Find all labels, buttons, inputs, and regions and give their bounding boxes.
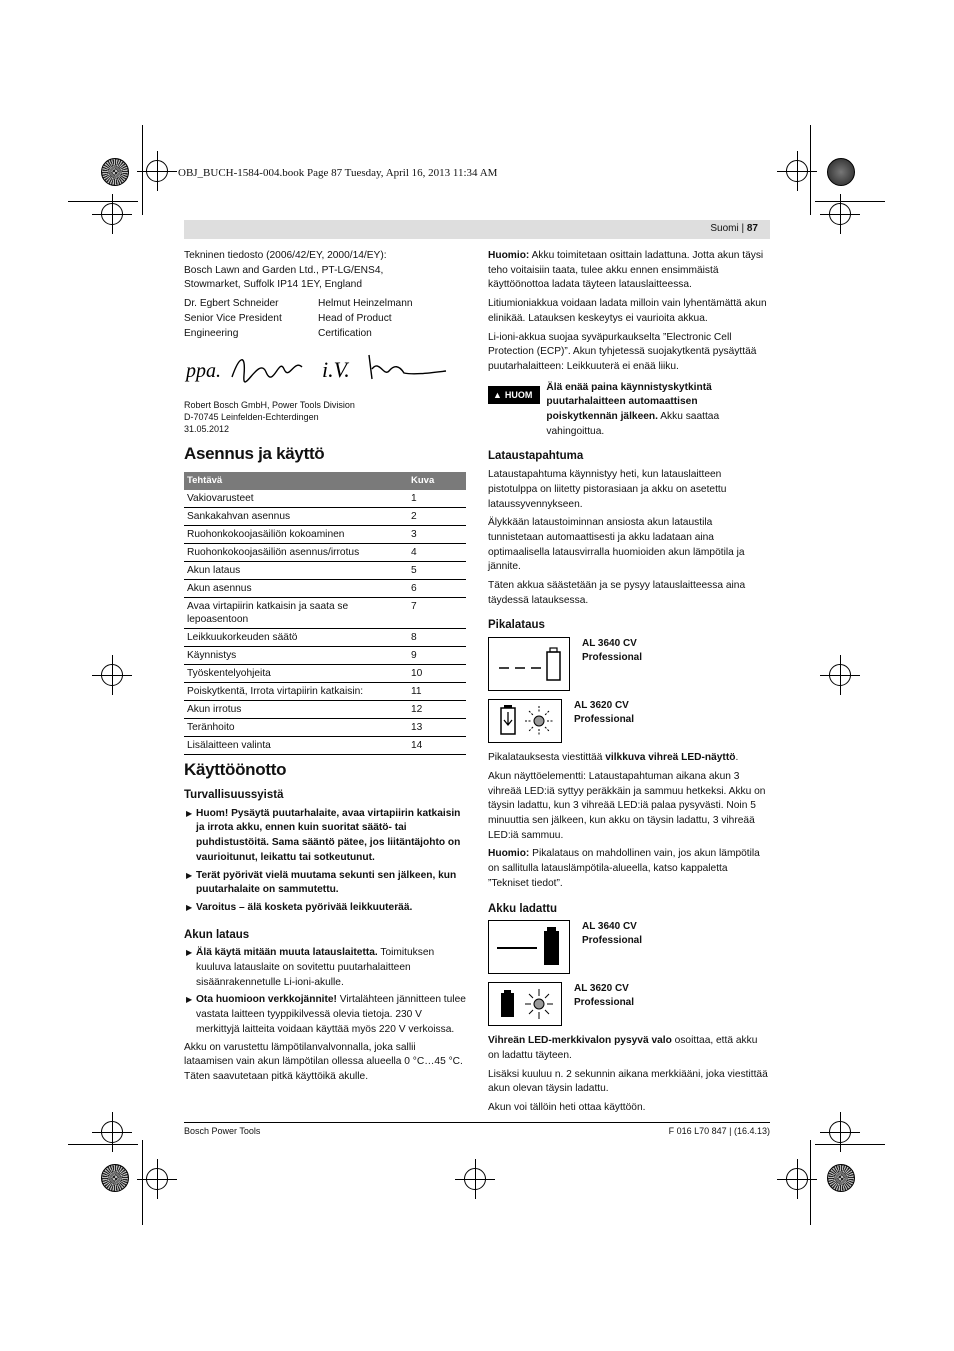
task-cell: Poiskytkentä, Irrota virtapiirin katkaisin: bbox=[184, 683, 408, 701]
registration-mark bbox=[101, 203, 123, 225]
heading-process: Lataustapahtuma bbox=[488, 450, 584, 463]
charger-indicator bbox=[488, 699, 770, 743]
charger-model: AL 3640 CV Professional bbox=[582, 638, 643, 664]
crop-mark bbox=[68, 201, 138, 202]
task-cell: Ruohonkokoojasäiliön kokoaminen bbox=[184, 526, 408, 544]
registration-mark bbox=[829, 664, 851, 686]
page-number: 87 bbox=[746, 223, 758, 234]
footer-right: F 016 L70 847 | (16.4.13) bbox=[668, 1126, 770, 1136]
charge-item: ▶ Älä käytä mitään muuta latauslaitetta. Toimituksen kuuluva latauslaite on sovitettu puutarhalaitteen sisäänrakennetulle Li-ioni-akulle. bbox=[184, 946, 466, 990]
table-row bbox=[184, 544, 466, 562]
header-section: Suomi bbox=[710, 223, 739, 234]
signer-2: Helmut Heinzelmann Head of Product Certification bbox=[318, 298, 413, 339]
task-cell: Lisälaitteen valinta bbox=[184, 737, 408, 755]
heading-fast-charge: Pikalataus bbox=[488, 619, 545, 632]
charger-model: AL 3640 CV Professional bbox=[582, 921, 643, 947]
figure-cell: 14 bbox=[408, 737, 466, 755]
registration-mark bbox=[464, 1168, 486, 1190]
company-info: Robert Bosch GmbH, Power Tools Division D-70745 Leinfelden-Echterdingen 31.05.2012 bbox=[184, 399, 355, 434]
safety-item: ▶ Terät pyörivät vielä muutama sekunti sen jälkeen, kun puutarhalaite on sammutettu. bbox=[184, 869, 466, 898]
charge-item: ▶ Ota huomioon verkkojännite! Virtalähteen jännitteen tulee vastata laitteen tyyppikilvessä olevia tietoja. 230 V merkittyjä laitteita voidaan käyttää myös 220 V verkoissa. bbox=[184, 993, 466, 1037]
heading-charge: Akun lataus bbox=[184, 928, 250, 941]
task-cell: Akun asennus bbox=[184, 580, 408, 598]
charger-indicator bbox=[488, 982, 770, 1026]
heading-safety: Turvallisuussyistä bbox=[184, 789, 284, 802]
left-column bbox=[184, 249, 466, 1089]
right-column bbox=[488, 249, 770, 1120]
note-paragraph: Huomio: Akku toimitetaan osittain ladattuna. Jotta akun täysi teho voitaisiin taata, tulee akku ennen ensimmäistä käyttöönottoa ladata täyteen latauslaitteessa. bbox=[488, 250, 764, 291]
warning-box bbox=[488, 381, 770, 440]
registration-mark bbox=[829, 1121, 851, 1143]
table-row bbox=[184, 598, 466, 629]
task-cell: Leikkuukorkeuden säätö bbox=[184, 629, 408, 647]
page-header-bar bbox=[184, 220, 770, 239]
figure-cell: 11 bbox=[408, 683, 466, 701]
charger-indicator bbox=[488, 920, 770, 974]
registration-mark bbox=[146, 1168, 168, 1190]
charger-model: AL 3620 CV Professional bbox=[574, 983, 635, 1009]
footer-left: Bosch Power Tools bbox=[184, 1126, 261, 1136]
file-info: OBJ_BUCH-1584-004.book Page 87 Tuesday, April 16, 2013 11:34 AM bbox=[178, 167, 498, 179]
warning-badge: ▲ HUOM bbox=[488, 386, 540, 404]
table-row bbox=[184, 562, 466, 580]
crop-mark bbox=[142, 1140, 143, 1225]
task-cell: Ruohonkokoojasäiliön asennus/irrotus bbox=[184, 544, 408, 562]
safety-item: ▶ Varoitus – älä kosketa pyörivää leikkuuterää. bbox=[184, 901, 466, 916]
task-cell: Työskentelyohjeita bbox=[184, 665, 408, 683]
table-row bbox=[184, 580, 466, 598]
safety-item: ▶ Huom! Pysäytä puutarhalaite, avaa virtapiirin katkaisin ja irrota akku, ennen kuin suoritat säätö- tai puhdistustöitä. Sama sääntö pätee, jos liitäntäjohto on vaurioitunut, leikattu tai sotkeutunut. bbox=[184, 807, 466, 866]
paragraph: Vihreän LED-merkkivalon pysyvä valo osoittaa, että akku on ladattu täyteen. bbox=[488, 1035, 758, 1061]
task-cell: Akun irrotus bbox=[184, 701, 408, 719]
table-row bbox=[184, 629, 466, 647]
charger-model: AL 3620 CV Professional bbox=[574, 700, 635, 726]
registration-mark bbox=[786, 1168, 808, 1190]
table-row bbox=[184, 701, 466, 719]
table-row bbox=[184, 526, 466, 544]
charge-paragraph: Akku on varustettu lämpötilanvalvonnalla, joka sallii lataamisen vain akun lämpötilan ollessa alueella 0 °C…45 °C. Täten saavutetaan pitkä käyttöikä akulle. bbox=[184, 1041, 463, 1082]
task-cell: Akun lataus bbox=[184, 562, 408, 580]
paragraph: Täten akkua säästetään ja se pysyy latauslaitteessa aina täydessä latauksessa. bbox=[488, 580, 746, 606]
paragraph: Akun voi tällöin heti ottaa käyttöön. bbox=[488, 1102, 646, 1114]
figure-cell: 8 bbox=[408, 629, 466, 647]
paragraph: Älykkään lataustoiminnan ansiosta akun lataustila tunnistetaan automaattisesti ja akku ladataan aina optimaalisella latausvirralla huomioiden akun lämpötila ja jännite. bbox=[488, 517, 745, 573]
table-row bbox=[184, 719, 466, 737]
task-cell: Avaa virtapiirin katkaisin ja saata se lepoasentoon bbox=[184, 598, 408, 629]
heading-full: Akku ladattu bbox=[488, 902, 558, 915]
table-row bbox=[184, 665, 466, 683]
charging-dashes-icon bbox=[488, 637, 570, 691]
table-row bbox=[184, 683, 466, 701]
paragraph: Akun näyttöelementti: Lataustapahtuman aikana akun 3 vihreää LED:iä syttyy peräkkäin ja sammuu hetkeksi. Akku on täysin ladattu, kun 3 vihreää LED:iä palaa pysyvästi. Noin 5 minuuttia sen jälkeen, kun akku on täysin ladattu, 3 vihreää LED:iä sammuu. bbox=[488, 770, 766, 841]
task-cell: Sankakahvan asennus bbox=[184, 508, 408, 526]
warning-triangle-icon: ▲ bbox=[493, 389, 502, 400]
warning-text: Älä enää paina käynnistyskytkintä puutarhalaitteen automaattisen poiskytkennän jälkeen. Akku saattaa vahingoittua. bbox=[546, 381, 720, 437]
figure-cell: 2 bbox=[408, 508, 466, 526]
page-header: Suomi | 87 bbox=[710, 223, 758, 234]
battery-full-icon bbox=[488, 920, 570, 974]
heading-start: Käyttöönotto bbox=[184, 760, 287, 780]
table-row bbox=[184, 490, 466, 508]
tech-file: Tekninen tiedosto (2006/42/EY, 2000/14/EY): Bosch Lawn and Garden Ltd., PT-LG/ENS4, Stowmarket, Suffolk IP14 1EY, England bbox=[184, 250, 387, 291]
figure-cell: 7 bbox=[408, 598, 466, 629]
charger-indicator bbox=[488, 637, 770, 691]
paragraph: Huomio: Pikalataus on mahdollinen vain, jos akun lämpötila on sallitulla latauslämpötila-alueella, katso kappaletta ”Tekniset tiedot”. bbox=[488, 848, 760, 889]
registration-mark bbox=[101, 1121, 123, 1143]
figure-cell: 1 bbox=[408, 490, 466, 508]
figure-cell: 10 bbox=[408, 665, 466, 683]
footer-rule bbox=[184, 1122, 770, 1123]
registration-rosette bbox=[827, 158, 855, 186]
crop-mark bbox=[142, 125, 143, 215]
task-cell: Vakiovarusteet bbox=[184, 490, 408, 508]
table-row bbox=[184, 508, 466, 526]
paragraph: Lisäksi kuuluu n. 2 sekunnin aikana merkkiääni, joka viestittää akun olevan täysin ladattu. bbox=[488, 1068, 768, 1095]
table-row bbox=[184, 737, 466, 755]
paragraph: Pikalatauksesta viestittää vilkkuva vihreä LED-näyttö. bbox=[488, 752, 739, 764]
task-table bbox=[184, 472, 466, 756]
svg-text:ppa.: ppa. bbox=[186, 360, 221, 383]
figure-cell: 6 bbox=[408, 580, 466, 598]
svg-text:i.V.: i.V. bbox=[322, 357, 350, 383]
table-row bbox=[184, 647, 466, 665]
registration-mark bbox=[786, 160, 808, 182]
figure-cell: 4 bbox=[408, 544, 466, 562]
task-cell: Käynnistys bbox=[184, 647, 408, 665]
registration-mark bbox=[829, 203, 851, 225]
crop-mark bbox=[810, 125, 811, 215]
crop-mark bbox=[815, 1144, 885, 1145]
signer-1: Dr. Egbert Schneider Senior Vice President Engineering bbox=[184, 298, 282, 339]
figure-cell: 5 bbox=[408, 562, 466, 580]
table-header-task: Tehtävä bbox=[184, 472, 408, 491]
registration-rosette bbox=[101, 1164, 129, 1192]
figure-cell: 9 bbox=[408, 647, 466, 665]
heading-install: Asennus ja käyttö bbox=[184, 443, 325, 463]
registration-mark bbox=[101, 664, 123, 686]
paragraph: Lataustapahtuma käynnistyy heti, kun latauslaitteen pistotulppa on liitetty pistorasiaan ja akku on asetettu lataussyvennykseen. bbox=[488, 469, 727, 510]
signers bbox=[184, 297, 466, 341]
figure-cell: 12 bbox=[408, 701, 466, 719]
crop-mark bbox=[815, 201, 885, 202]
signature-image bbox=[184, 347, 466, 389]
blinking-led-icon bbox=[488, 699, 562, 743]
figure-cell: 13 bbox=[408, 719, 466, 737]
registration-rosette bbox=[101, 158, 129, 186]
crop-mark bbox=[810, 1140, 811, 1225]
table-header-figure: Kuva bbox=[408, 472, 466, 491]
steady-led-icon bbox=[488, 982, 562, 1026]
paragraph: Litiumioniakkua voidaan ladata milloin vain lyhentämättä akun elinikää. Latauksen keskeytys ei vaurioita akkua. bbox=[488, 298, 767, 324]
figure-cell: 3 bbox=[408, 526, 466, 544]
crop-mark bbox=[68, 1144, 138, 1145]
registration-mark bbox=[146, 160, 168, 182]
paragraph: Li-ioni-akkua suojaa syväpurkaukselta ”Electronic Cell Protection (ECP)”. Akun tyhjetessä suojakytkentä pysäyttää puutarhalaitteen: Leikkuuterä ei enää liiku. bbox=[488, 331, 757, 372]
task-cell: Teränhoito bbox=[184, 719, 408, 737]
registration-rosette bbox=[827, 1164, 855, 1192]
